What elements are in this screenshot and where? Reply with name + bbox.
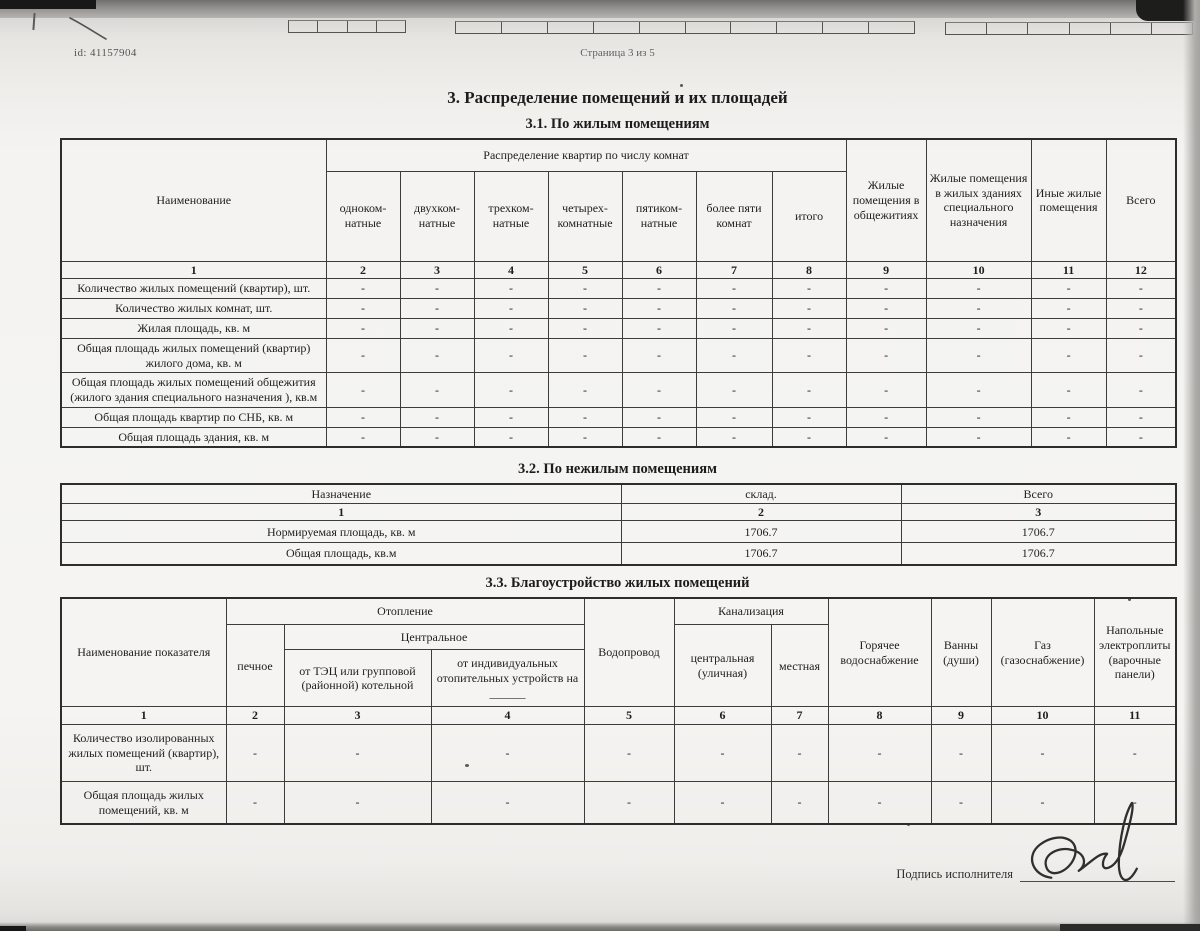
signature-line: [1020, 867, 1175, 882]
column-number: 7: [771, 707, 828, 725]
col-header-other: Иные жилые помещения: [1031, 139, 1106, 261]
scan-tick: [32, 13, 35, 30]
signature: [1016, 803, 1176, 903]
col-header-hot-water: Горячее водоснабжение: [828, 598, 931, 707]
table-cell: -: [400, 339, 474, 373]
table-cell: -: [474, 427, 548, 447]
column-number: 11: [1094, 707, 1176, 725]
table-cell: 1706.7: [621, 543, 901, 565]
table-row: [61, 319, 1176, 339]
scan-edge-bottom: [0, 922, 1200, 931]
table-cell: -: [1031, 279, 1106, 299]
table-cell: -: [548, 279, 622, 299]
table-cell: -: [400, 279, 474, 299]
col-group-heating: Отопление: [226, 598, 584, 625]
table-cell: -: [772, 407, 846, 427]
subsection-title-3-2: 3.2. По нежилым помещениям: [518, 461, 717, 478]
column-number: 7: [696, 261, 772, 279]
subsection-title-3-3: 3.3. Благоустройство жилых помещений: [485, 574, 750, 591]
table-cell: -: [846, 319, 926, 339]
col-group-sewerage: Канализация: [674, 598, 828, 625]
table-cell: -: [772, 279, 846, 299]
table-cell: -: [696, 427, 772, 447]
table-cell: -: [400, 427, 474, 447]
table-cell: Количество жилых комнат, шт.: [61, 299, 326, 319]
col-header: Назначение: [61, 484, 621, 503]
table-cell: -: [548, 427, 622, 447]
column-number: 1: [61, 503, 621, 521]
col-header-electric-stoves: Напольные электроплиты (варочные панели): [1094, 598, 1176, 707]
col-header: склад.: [621, 484, 901, 503]
col-header: Всего: [901, 484, 1176, 503]
table-cell: -: [400, 373, 474, 407]
header-row: [61, 484, 1176, 503]
table-cell: -: [548, 339, 622, 373]
column-number: 3: [901, 503, 1176, 521]
header-row: [61, 598, 1176, 625]
table-cell: -: [926, 279, 1031, 299]
table-cell: -: [326, 427, 400, 447]
table-cell: -: [1106, 299, 1176, 319]
room-type-header: пятиком-натные: [622, 171, 696, 261]
table-cell: -: [1106, 427, 1176, 447]
table-cell: -: [926, 407, 1031, 427]
numbering-row: [61, 707, 1176, 725]
col-header-total: Всего: [1106, 139, 1176, 261]
table-cell: -: [622, 279, 696, 299]
table-cell: -: [474, 373, 548, 407]
column-number: 10: [926, 261, 1031, 279]
non-residential-table-body: [61, 521, 1176, 565]
table-cell: Общая площадь жилых помещений общежития (жилого здания специального назначения ), кв.м: [61, 373, 326, 407]
scan-corner-bottom-left: [0, 926, 26, 931]
table-cell: -: [772, 299, 846, 319]
table-cell: -: [584, 781, 674, 824]
table-cell: Общая площадь квартир по СНБ, кв. м: [61, 407, 326, 427]
table-cell: -: [226, 725, 284, 782]
amenities-table-body: [61, 725, 1176, 825]
table-cell: -: [991, 725, 1094, 782]
scan-edge-right: [1183, 0, 1200, 931]
column-number: 2: [621, 503, 901, 521]
table-cell: -: [622, 427, 696, 447]
table-cell: -: [926, 339, 1031, 373]
table-cell: -: [548, 407, 622, 427]
col-header-special: Жилые помещения в жилых зданиях специального назначения: [926, 139, 1031, 261]
table-cell: -: [548, 319, 622, 339]
table-cell: -: [846, 279, 926, 299]
col-header-water-supply: Водопровод: [584, 598, 674, 707]
table-row: [61, 407, 1176, 427]
signature-block: [60, 867, 1175, 882]
table-cell: Нормируемая площадь, кв. м: [61, 521, 621, 543]
table-cell: -: [926, 319, 1031, 339]
table-cell: Общая площадь здания, кв. м: [61, 427, 326, 447]
table-cell: Общая площадь, кв.м: [61, 543, 621, 565]
col-header-sewer-local: местная: [771, 625, 828, 707]
table-cell: -: [326, 373, 400, 407]
table-cell: -: [1031, 407, 1106, 427]
page-meta: [60, 47, 1175, 61]
table-cell: -: [846, 407, 926, 427]
col-header-stove-heating: печное: [226, 625, 284, 707]
document-content: [60, 0, 1175, 882]
column-number: 8: [828, 707, 931, 725]
residential-distribution-table: [60, 138, 1177, 448]
section-title: 3. Распределение помещений и их площадей: [447, 88, 788, 107]
col-header-central-thermal: от ТЭЦ или групповой (районной) котельной: [284, 650, 431, 707]
table-cell: Количество изолированных жилых помещений (квартир), шт.: [61, 725, 226, 782]
table-cell: -: [1106, 339, 1176, 373]
table-cell: -: [431, 725, 584, 782]
table-cell: 1706.7: [901, 521, 1176, 543]
table-cell: -: [474, 407, 548, 427]
table-cell: -: [226, 781, 284, 824]
table-cell: -: [828, 781, 931, 824]
table-cell: -: [284, 781, 431, 824]
table-cell: -: [1031, 319, 1106, 339]
table-cell: -: [696, 339, 772, 373]
non-residential-table: [60, 483, 1177, 566]
table-cell: -: [326, 279, 400, 299]
column-number: 9: [846, 261, 926, 279]
table-cell: -: [400, 299, 474, 319]
table-cell: -: [696, 279, 772, 299]
table-cell: -: [284, 725, 431, 782]
column-number: 1: [61, 707, 226, 725]
room-type-header: более пяти комнат: [696, 171, 772, 261]
column-number: 8: [772, 261, 846, 279]
table-cell: Жилая площадь, кв. м: [61, 319, 326, 339]
table-cell: -: [1094, 781, 1176, 824]
column-number: 1: [61, 261, 326, 279]
column-number: 6: [622, 261, 696, 279]
table-cell: 1706.7: [621, 521, 901, 543]
column-number: 3: [400, 261, 474, 279]
table-cell: -: [696, 319, 772, 339]
table-cell: -: [1031, 339, 1106, 373]
signature-label: Подпись исполнителя: [896, 867, 1013, 882]
col-group-central-heating: Центральное: [284, 625, 584, 650]
col-header-dormitory: Жилые помещения в общежитиях: [846, 139, 926, 261]
table-cell: -: [991, 781, 1094, 824]
table-cell: -: [1031, 373, 1106, 407]
table-cell: -: [548, 373, 622, 407]
header-row: [61, 139, 1176, 171]
room-type-header: трехком-натные: [474, 171, 548, 261]
table-row: [61, 427, 1176, 447]
column-number: 11: [1031, 261, 1106, 279]
page-indicator: Страница 3 из 5: [580, 47, 655, 59]
column-number: 4: [474, 261, 548, 279]
table-cell: -: [622, 407, 696, 427]
table-cell: -: [474, 279, 548, 299]
table-cell: -: [1106, 279, 1176, 299]
table-cell: -: [696, 407, 772, 427]
table-row: [61, 373, 1176, 407]
table-cell: -: [400, 319, 474, 339]
table-cell: -: [584, 725, 674, 782]
table-row: [61, 781, 1176, 824]
table-cell: -: [1031, 427, 1106, 447]
table-cell: -: [1106, 407, 1176, 427]
table-cell: -: [846, 339, 926, 373]
table-cell: -: [926, 299, 1031, 319]
column-number: 5: [548, 261, 622, 279]
table-cell: -: [548, 299, 622, 319]
table-cell: -: [931, 725, 991, 782]
amenities-table: [60, 597, 1177, 825]
table-cell: -: [622, 339, 696, 373]
table-cell: -: [931, 781, 991, 824]
table-cell: 1706.7: [901, 543, 1176, 565]
table-row: [61, 279, 1176, 299]
column-number: 4: [431, 707, 584, 725]
table-row: [61, 725, 1176, 782]
table-cell: -: [474, 339, 548, 373]
numbering-row: [61, 261, 1176, 279]
scan-corner-bottom-right: [1060, 924, 1200, 931]
table-cell: -: [772, 319, 846, 339]
table-row: [61, 521, 1176, 543]
table-cell: -: [1094, 725, 1176, 782]
table-cell: -: [772, 373, 846, 407]
table-cell: -: [926, 427, 1031, 447]
table-cell: -: [1106, 319, 1176, 339]
table-cell: -: [474, 319, 548, 339]
column-number: 3: [284, 707, 431, 725]
column-number: 9: [931, 707, 991, 725]
table-cell: -: [846, 427, 926, 447]
col-group-rooms: Распределение квартир по числу комнат: [326, 139, 846, 171]
table-cell: -: [400, 407, 474, 427]
table-cell: -: [431, 781, 584, 824]
table-cell: -: [1106, 373, 1176, 407]
table-cell: -: [828, 725, 931, 782]
table-row: [61, 339, 1176, 373]
subsection-title-3-1: 3.1. По жилым помещениям: [525, 116, 710, 132]
col-header-central-individual: от индивидуальных отопительных устройств на ______: [431, 650, 584, 707]
room-type-header: двухком-натные: [400, 171, 474, 261]
table-cell: -: [622, 373, 696, 407]
table-cell: -: [326, 299, 400, 319]
table-cell: -: [696, 299, 772, 319]
table-cell: -: [771, 725, 828, 782]
col-header-gas: Газ (газоснабжение): [991, 598, 1094, 707]
column-number: 10: [991, 707, 1094, 725]
table-cell: Общая площадь жилых помещений, кв. м: [61, 781, 226, 824]
room-type-header: итого: [772, 171, 846, 261]
table-cell: -: [771, 781, 828, 824]
room-type-header: одноком-натные: [326, 171, 400, 261]
residential-table-body: [61, 279, 1176, 448]
col-header-indicator-name: Наименование показателя: [61, 598, 226, 707]
table-row: [61, 299, 1176, 319]
column-number: 2: [326, 261, 400, 279]
table-cell: -: [696, 373, 772, 407]
table-cell: -: [846, 299, 926, 319]
table-cell: -: [1031, 299, 1106, 319]
table-cell: Общая площадь жилых помещений (квартир) жилого дома, кв. м: [61, 339, 326, 373]
table-cell: -: [622, 319, 696, 339]
table-cell: -: [622, 299, 696, 319]
col-header-baths: Ванны (души): [931, 598, 991, 707]
table-cell: Количество жилых помещений (квартир), шт.: [61, 279, 326, 299]
room-type-header: четырех-комнатные: [548, 171, 622, 261]
table-row: [61, 543, 1176, 565]
table-cell: -: [846, 373, 926, 407]
table-cell: -: [474, 299, 548, 319]
table-cell: -: [926, 373, 1031, 407]
table-cell: -: [326, 339, 400, 373]
col-header-sewer-central: центральная (уличная): [674, 625, 771, 707]
col-header-name: Наименование: [61, 139, 326, 261]
column-number: 12: [1106, 261, 1176, 279]
table-cell: -: [772, 339, 846, 373]
column-number: 2: [226, 707, 284, 725]
document-id: id: 41157904: [74, 47, 137, 59]
table-cell: -: [674, 781, 771, 824]
column-number: 5: [584, 707, 674, 725]
table-cell: -: [674, 725, 771, 782]
table-cell: -: [326, 407, 400, 427]
column-number: 6: [674, 707, 771, 725]
numbering-row: [61, 503, 1176, 521]
table-cell: -: [772, 427, 846, 447]
table-cell: -: [326, 319, 400, 339]
